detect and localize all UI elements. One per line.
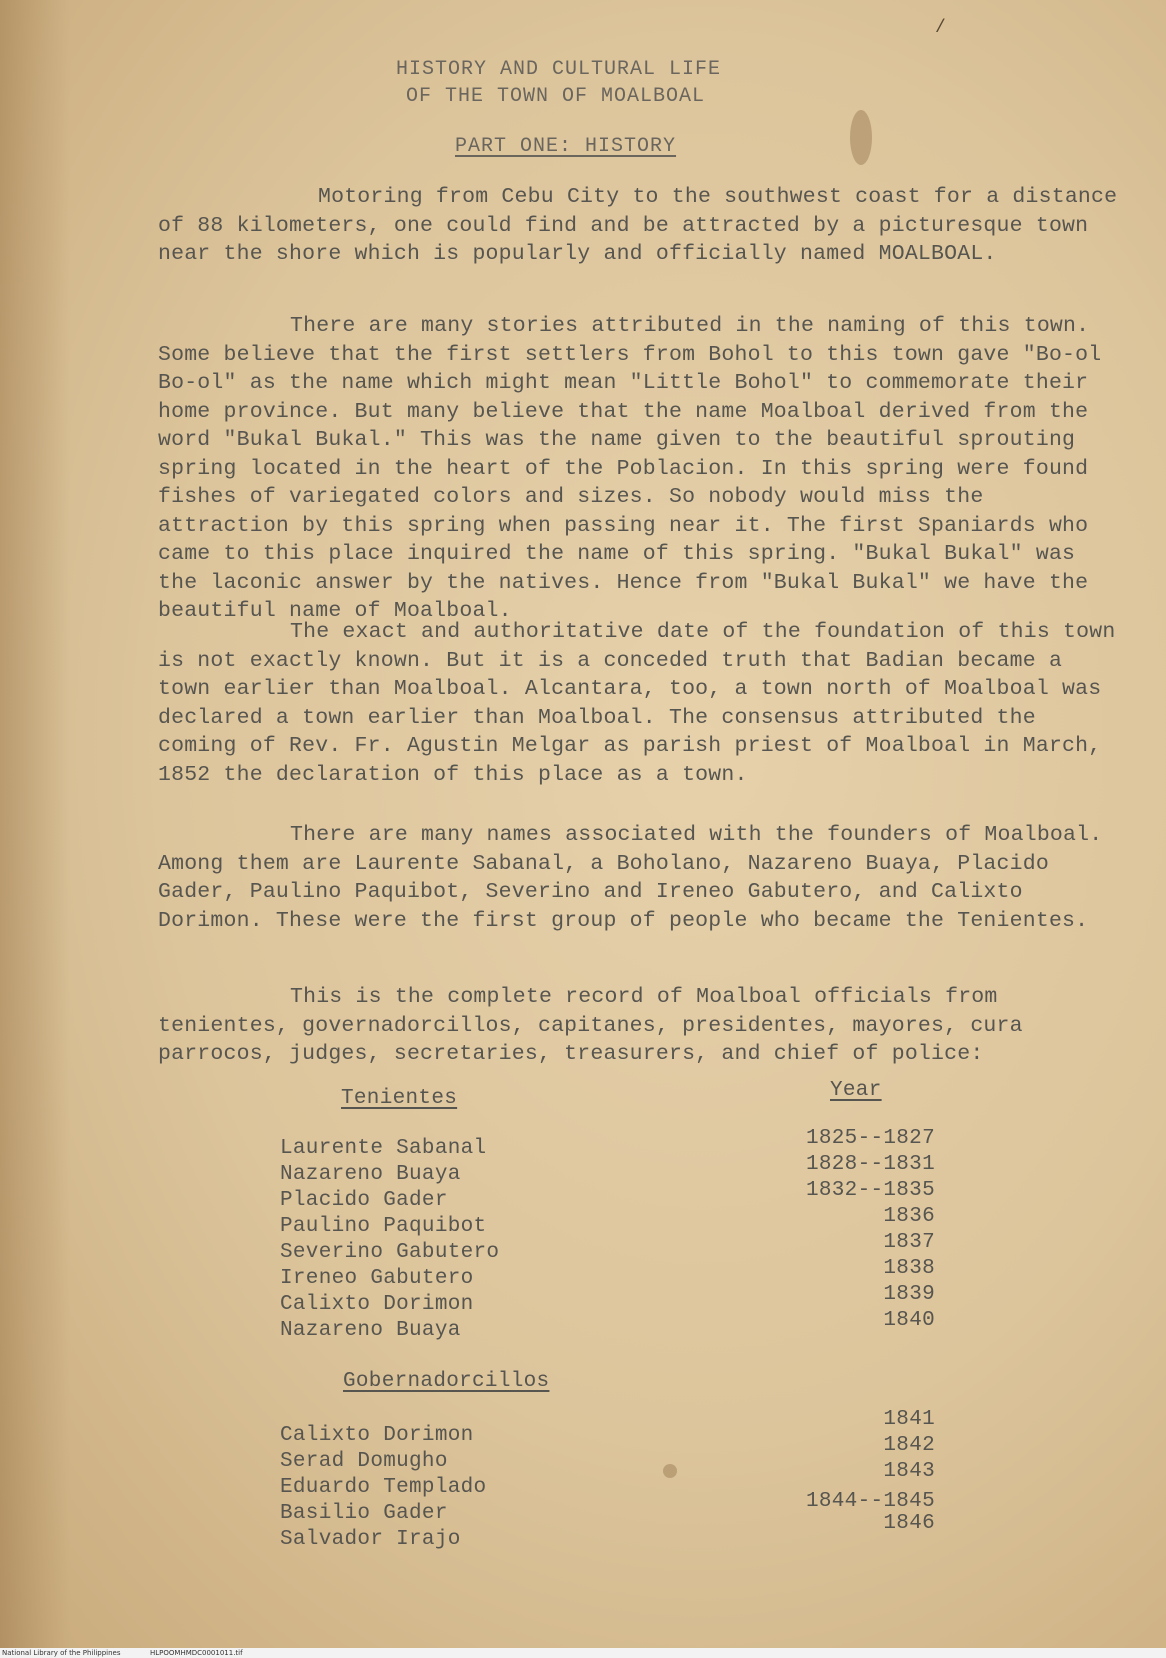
pencil-mark: /	[935, 18, 946, 38]
tenientes-name: Calixto Dorimon	[280, 1293, 474, 1316]
stain	[850, 110, 872, 165]
gobernadorcillos-name: Eduardo Templado	[280, 1476, 487, 1499]
paragraph-5	[158, 983, 1118, 1069]
footer-library: National Library of the Philippines	[2, 1649, 121, 1657]
tenientes-year: 1836	[883, 1205, 935, 1228]
gobernadorcillos-year: 1842	[883, 1434, 935, 1457]
tenientes-name: Nazareno Buaya	[280, 1163, 461, 1186]
tenientes-year: 1838	[883, 1257, 935, 1280]
tenientes-name: Paulino Paquibot	[280, 1215, 487, 1238]
gobernadorcillos-name: Calixto Dorimon	[280, 1424, 474, 1447]
gobernadorcillos-name: Basilio Gader	[280, 1502, 448, 1525]
paragraph-2-text: There are many stories attributed in the naming of this town. Some believe that the first settlers from Bohol to this town gave "Bo-ol Bo-ol" as the name which might mean "Little Bohol" to commemorate their home province. But many believe that the name Moalboal derived from the word "Bukal Bukal." This was the name given to the beautiful sprouting spring located in the heart of the Poblacion. In this spring were found fishes of variegated colors and sizes. So nobody would miss the attraction by this spring when passing near it. The first Spaniards who came to this place inquired the name of this spring. "Bukal Bukal" was the laconic answer by the natives. Hence from "Bukal Bukal" we have the beautiful name of Moalboal.	[158, 314, 1102, 623]
gobernadorcillos-year: 1841	[883, 1408, 935, 1431]
tenientes-year: 1828--1831	[805, 1153, 935, 1176]
paragraph-1-text: Motoring from Cebu City to the southwest coast for a distance of 88 kilometers, one could find and be attracted by a picturesque town near the shore which is popularly and officially named MOALBOAL.	[158, 185, 1118, 266]
gobernadorcillos-name: Serad Domugho	[280, 1450, 448, 1473]
tenientes-name: Ireneo Gabutero	[280, 1267, 474, 1290]
stain	[663, 1464, 677, 1478]
gobernadorcillos-year: 1843	[883, 1460, 935, 1483]
gobernadorcillos-name: Salvador Irajo	[280, 1528, 461, 1551]
paragraph-3-text: The exact and authoritative date of the foundation of this town is not exactly known. But it is a conceded truth that Badian became a town earlier than Moalboal. Alcantara, too, a town north of Moalboal was declared a town earlier than Moalboal. The consensus attributed the coming of Rev. Fr. Agustin Melgar as parish priest of Moalboal in March, 1852 the declaration of this place as a town.	[158, 620, 1116, 787]
paragraph-4	[158, 821, 1118, 935]
paragraph-2	[158, 312, 1118, 626]
gobernadorcillos-year: 1844--1845	[805, 1490, 935, 1513]
tenientes-heading: Tenientes	[341, 1087, 458, 1110]
paragraph-4-text: There are many names associated with the founders of Moalboal. Among them are Laurente Sabanal, a Boholano, Nazareno Buaya, Placido Gader, Paulino Paquibot, Severino and Ireneo Gabutero, and Calixto Dorimon. These were the first group of people who became the Tenientes.	[158, 823, 1103, 933]
gobernadorcillos-heading: Gobernadorcillos	[343, 1370, 550, 1393]
footer-file-id: HLPOOMHMDC0001011.tif	[150, 1649, 243, 1657]
scan-footer	[0, 1648, 1166, 1658]
tenientes-name: Placido Gader	[280, 1189, 448, 1212]
tenientes-year: 1839	[883, 1283, 935, 1306]
tenientes-name: Nazareno Buaya	[280, 1319, 461, 1342]
tenientes-year: 1825--1827	[805, 1127, 935, 1150]
tenientes-year: 1832--1835	[805, 1179, 935, 1202]
tenientes-name: Severino Gabutero	[280, 1241, 500, 1264]
tenientes-year: 1840	[883, 1309, 935, 1332]
tenientes-year: 1837	[883, 1231, 935, 1254]
title-line-2: OF THE TOWN OF MOALBOAL	[406, 85, 706, 108]
paragraph-3	[158, 618, 1118, 789]
title-line-1: HISTORY AND CULTURAL LIFE	[396, 58, 722, 81]
paragraph-5-text: This is the complete record of Moalboal officials from tenientes, governadorcillos, capitanes, presidentes, mayores, cura parrocos, judges, secretaries, treasurers, and chief of police:	[158, 985, 1023, 1066]
year-heading: Year	[830, 1079, 882, 1102]
gobernadorcillos-year: 1846	[883, 1512, 935, 1535]
part-heading: PART ONE: HISTORY	[455, 135, 677, 158]
paragraph-1	[158, 183, 1118, 269]
tenientes-name: Laurente Sabanal	[280, 1137, 487, 1160]
